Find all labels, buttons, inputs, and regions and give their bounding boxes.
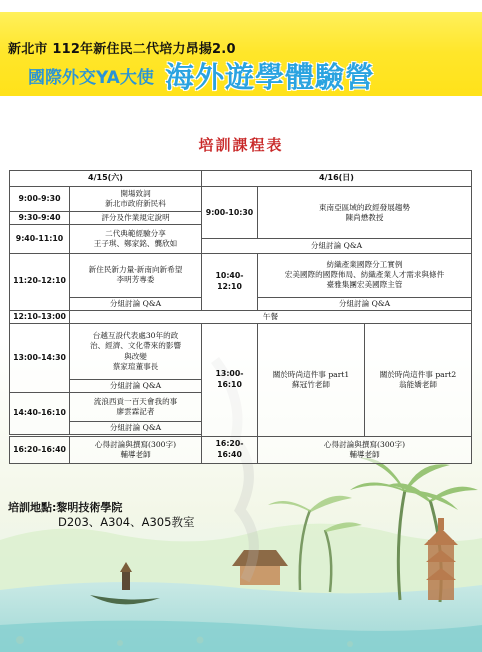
day1-header: 4/15(六) (10, 171, 202, 187)
d1-discussion-cell: 分組討論 Q&A (70, 297, 202, 310)
d1-session-cell: 台越互設代表處30年的政 治、經濟、文化帶來的影響 與改變 蔡家瑄董事長 (70, 323, 202, 379)
d2-time-cell: 16:20-16:40 (202, 436, 258, 463)
d1-time-cell: 11:20-12:10 (10, 253, 70, 310)
d1-discussion-cell: 分組討論 Q&A (70, 421, 202, 434)
d1-time-cell: 9:40-11:10 (10, 225, 70, 253)
d2-time-cell: 13:00-16:10 (202, 323, 258, 436)
banner-organizer-line: 新北市 112年新住民二代培力昂揚2.0 (8, 42, 236, 57)
banner-main-title: 海外遊學體驗營 (164, 60, 375, 94)
d2-session-cell: 東南亞區域的政經發展趨勢 陳尚懋教授 (258, 187, 472, 239)
schedule-table (9, 170, 472, 464)
d1-discussion-cell: 分組討論 Q&A (70, 380, 202, 393)
d2-session-cell: 心得討論與撰寫(300字) 輔導老師 (258, 436, 472, 463)
d2-time-cell: 9:00-10:30 (202, 187, 258, 239)
d1-session-cell: 二代典範經驗分享 王子琪、鄭家銘、龔欣如 (70, 225, 202, 253)
d2-discussion-cell: 分組討論 Q&A (258, 297, 472, 310)
d2-session-cell-part2: 關於時尚這件事 part2 翁能嬌老師 (365, 323, 472, 436)
lunch-cell: 午餐 (70, 310, 472, 323)
day2-header: 4/16(日) (202, 171, 472, 187)
d1-session-cell: 評分及作業規定說明 (70, 212, 202, 225)
d2-session-cell: 紡織產業國際分工實例 宏美國際的國際佈局、紡織產業人才需求與條件 臺雅集團宏美國際主管 (258, 253, 472, 297)
d1-session-cell: 新住民新力量-新南向新希望 李明芳專委 (70, 253, 202, 297)
d1-session-cell: 開場致詞 新北市政府新民科 (70, 187, 202, 212)
d1-time-cell: 9:00-9:30 (10, 187, 70, 212)
d1-session-cell: 流浪西貢一百天會我的事 廖雲霖記者 (70, 393, 202, 421)
d2-session-cell-part1: 關於時尚這件事 part1 蘇冠竹老師 (258, 323, 365, 436)
d1-time-cell: 9:30-9:40 (10, 212, 70, 225)
d1-time-cell: 12:10-13:00 (10, 310, 70, 323)
d1-time-cell: 13:00-14:30 (10, 323, 70, 392)
banner-subtitle: 國際外交YA大使 (28, 68, 154, 88)
d2-discussion-cell: 分組討論 Q&A (202, 239, 472, 253)
d2-time-cell: 10:40-12:10 (202, 253, 258, 310)
banner-top-strip (0, 0, 482, 12)
d1-session-cell: 心得討論與撰寫(300字) 輔導老師 (70, 436, 202, 463)
hut-illustration (232, 550, 288, 585)
venue-label: 培訓地點:黎明技術學院 (8, 501, 123, 514)
d1-time-cell: 16:20-16:40 (10, 436, 70, 463)
d1-time-cell: 14:40-16:10 (10, 393, 70, 434)
banner-title-row (28, 55, 468, 94)
venue-rooms: D203、A304、A305教室 (58, 515, 195, 529)
page-title: 培訓課程表 (198, 136, 284, 154)
